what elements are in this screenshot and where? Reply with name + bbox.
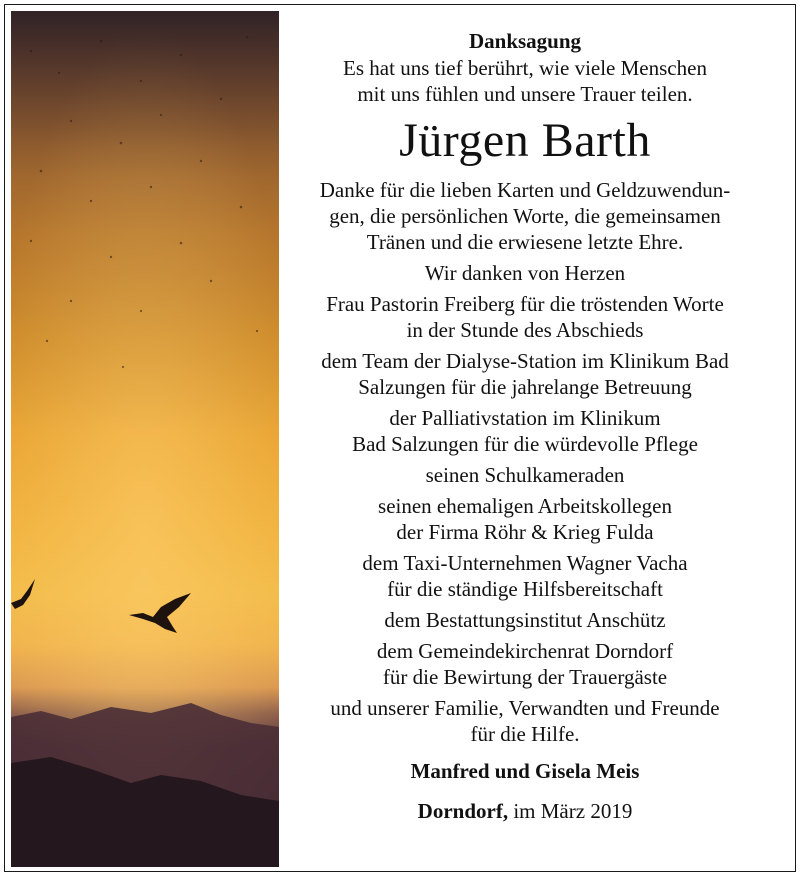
thanks-item-line: in der Stunde des Abschieds xyxy=(406,318,644,342)
date: im März 2019 xyxy=(513,799,633,823)
thanks-paragraph xyxy=(287,177,763,255)
place-date xyxy=(287,797,763,825)
intro-line: mit uns fühlen und unsere Trauer teilen. xyxy=(357,82,693,106)
thanks-item-line: dem Gemeindekirchenrat Dorndorf xyxy=(376,639,674,663)
obituary-notice xyxy=(4,4,796,872)
thanks-item-line: dem Bestattungsinstitut Anschütz xyxy=(384,608,666,632)
thanks-item-line: Frau Pastorin Freiberg für die tröstenden Worte xyxy=(326,292,724,316)
sunset-photo xyxy=(11,11,279,867)
thanks-line: Tränen und die erwiesene letzte Ehre. xyxy=(366,230,684,254)
thanks-item xyxy=(287,462,763,488)
thanks-item-line: für die Hilfe. xyxy=(470,722,580,746)
deceased-name: Jürgen Barth xyxy=(399,114,651,167)
intro-text xyxy=(287,55,763,107)
thanks-item-line: Salzungen für die jahrelange Betreuung xyxy=(358,375,692,399)
sunset-scene xyxy=(11,11,279,867)
signers: Manfred und Gisela Meis xyxy=(410,759,640,783)
thanks-item-line: seinen ehemaligen Arbeitskollegen xyxy=(378,494,672,518)
thanks-item-line: seinen Schulkameraden xyxy=(425,463,625,487)
thanks-item xyxy=(287,607,763,633)
thanks-item-line: für die Bewirtung der Trauergäste xyxy=(382,665,668,689)
thanks-item xyxy=(287,291,763,343)
thanks-intro: Wir danken von Herzen xyxy=(424,261,626,285)
intro-line: Es hat uns tief berührt, wie viele Menschen xyxy=(343,56,707,80)
thanks-item xyxy=(287,348,763,400)
thanks-item xyxy=(287,493,763,545)
thanks-item-line: Bad Salzungen für die würdevolle Pflege xyxy=(352,432,698,456)
thanks-line: gen, die persönlichen Worte, die gemeinsamen xyxy=(329,204,721,228)
notice-heading: Danksagung xyxy=(468,29,582,53)
place: Dorndorf, xyxy=(417,799,509,823)
thanks-line: Danke für die lieben Karten und Geldzuwendun- xyxy=(319,178,731,202)
thanks-item xyxy=(287,695,763,747)
thanks-item-line: der Palliativstation im Klinikum xyxy=(389,406,661,430)
thanks-item-line: für die ständige Hilfsbereitschaft xyxy=(387,577,663,601)
notice-text xyxy=(287,27,763,825)
thanks-item-line: dem Team der Dialyse-Station im Klinikum Bad xyxy=(321,349,729,373)
thanks-item-line: der Firma Röhr & Krieg Fulda xyxy=(396,520,654,544)
thanks-item-line: dem Taxi-Unternehmen Wagner Vacha xyxy=(362,551,688,575)
thanks-item xyxy=(287,405,763,457)
thanks-item xyxy=(287,550,763,602)
thanks-item xyxy=(287,638,763,690)
thanks-item-line: und unserer Familie, Verwandten und Freunde xyxy=(330,696,720,720)
